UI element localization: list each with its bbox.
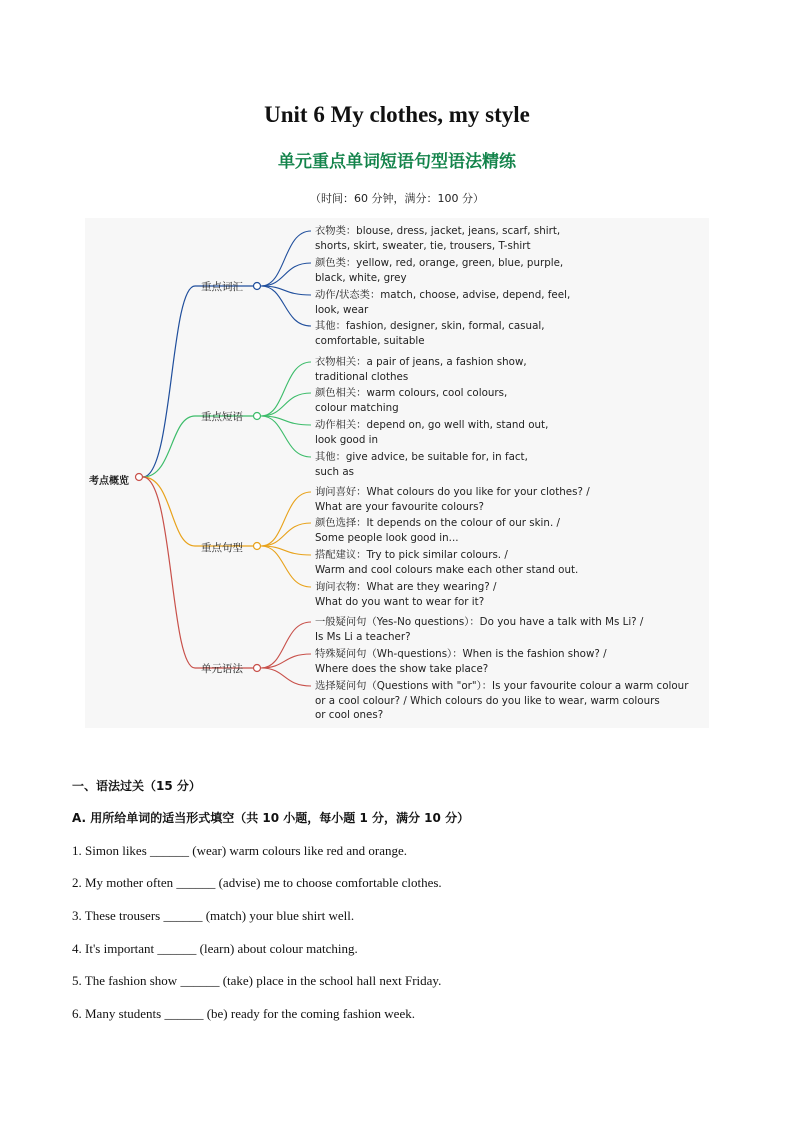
connector-root-grammar (143, 477, 253, 668)
connector-phrases-leaf-4 (261, 416, 311, 457)
question-5: 5. The fashion show ______ (take) place in the school hall next Friday. (72, 973, 442, 988)
phrase-leaf-others: 其他：give advice, be suitable for, in fact, such as (315, 451, 528, 478)
page-title: Unit 6 My clothes, my style (264, 102, 530, 127)
vocab-leaf-others: 其他：fashion, designer, skin, formal, casual, comfortable, suitable (315, 320, 545, 347)
part-a-instruction: A. 用所给单词的适当形式填空（共 10 小题，每小题 1 分，满分 10 分） (72, 811, 470, 825)
question-3: 3. These trousers ______ (match) your blue shirt well. (72, 908, 355, 923)
connector-vocab-leaf-1 (261, 231, 311, 286)
connector-sentences-leaf-1 (261, 492, 311, 546)
connector-vocab-leaf-4 (261, 286, 311, 326)
connector-root-sentences (143, 477, 253, 546)
mind-map-root: 考点概览 (89, 476, 129, 487)
question-1: 1. Simon likes ______ (wear) warm colours like red and orange. (72, 843, 408, 858)
grammar-leaf-or: 选择疑问句（Questions with "or"）：Is your favourite colour a warm colour or a cool colour? / Which colours do you like to wear, warm colours or cool ones? (315, 680, 689, 721)
sentence-leaf-asking-clothes: 询问衣物：What are they wearing? / What do you want to wear for it? (315, 581, 497, 608)
connector-vocab-leaf-2 (261, 263, 311, 286)
vocab-leaf-clothes: 衣物类：blouse, dress, jacket, jeans, scarf, shirt, shorts, skirt, sweater, tie, trousers, T-shirt (315, 225, 561, 252)
vocab-leaf-colours: 颜色类：yellow, red, orange, green, blue, purple, black, white, grey (315, 257, 564, 284)
connector-root-phrases (143, 416, 253, 477)
branch-sentences: 重点句型 (201, 542, 243, 554)
branch-node-grammar (254, 665, 261, 672)
section-title: 一、语法过关（15 分） (72, 779, 201, 793)
question-4: 4. It's important ______ (learn) about colour matching. (72, 941, 358, 956)
phrase-leaf-colours: 颜色相关：warm colours, cool colours, colour matching (315, 387, 508, 414)
connector-sentences-leaf-2 (261, 523, 311, 546)
branch-node-sentences (254, 543, 261, 550)
page-subtitle: 单元重点单词短语句型语法精练 (278, 152, 516, 172)
branch-phrases: 重点短语 (201, 411, 243, 423)
connector-grammar-leaf-3 (261, 668, 311, 686)
branch-grammar: 单元语法 (201, 663, 243, 675)
grammar-leaf-wh: 特殊疑问句（Wh-questions）：When is the fashion show? / Where does the show take place? (315, 648, 607, 675)
phrase-leaf-actions: 动作相关：depend on, go well with, stand out, look good in (315, 419, 549, 446)
question-2: 2. My mother often ______ (advise) me to choose comfortable clothes. (72, 875, 442, 890)
root-node (136, 474, 143, 481)
sentence-leaf-preferences: 询问喜好：What colours do you like for your clothes? / What are your favourite colours? (315, 486, 590, 513)
connector-phrases-leaf-2 (261, 393, 311, 416)
connector-root-vocab (143, 286, 253, 477)
sentence-leaf-colour-choice: 颜色选择：It depends on the colour of our skin. / Some people look good in... (315, 517, 560, 544)
grammar-leaf-yes-no: 一般疑问句（Yes-No questions）：Do you have a talk with Ms Li? / Is Ms Li a teacher? (315, 616, 644, 643)
connector-sentences-leaf-4 (261, 546, 311, 587)
vocab-leaf-actions: 动作/状态类：match, choose, advise, depend, feel, look, wear (315, 289, 571, 316)
branch-node-phrases (254, 413, 261, 420)
branch-node-vocab (254, 283, 261, 290)
connector-grammar-leaf-1 (261, 622, 311, 668)
branch-vocabulary: 重点词汇 (201, 281, 243, 293)
phrase-leaf-clothes: 衣物相关：a pair of jeans, a fashion show, traditional clothes (315, 356, 527, 383)
sentence-leaf-matching-advice: 搭配建议：Try to pick similar colours. / Warm and cool colours make each other stand out. (315, 549, 579, 576)
connector-phrases-leaf-1 (261, 362, 311, 416)
mind-map (85, 218, 709, 728)
time-score-info: （时间：60 分钟，满分：100 分） (310, 192, 484, 205)
question-6: 6. Many students ______ (be) ready for the coming fashion week. (72, 1006, 415, 1021)
